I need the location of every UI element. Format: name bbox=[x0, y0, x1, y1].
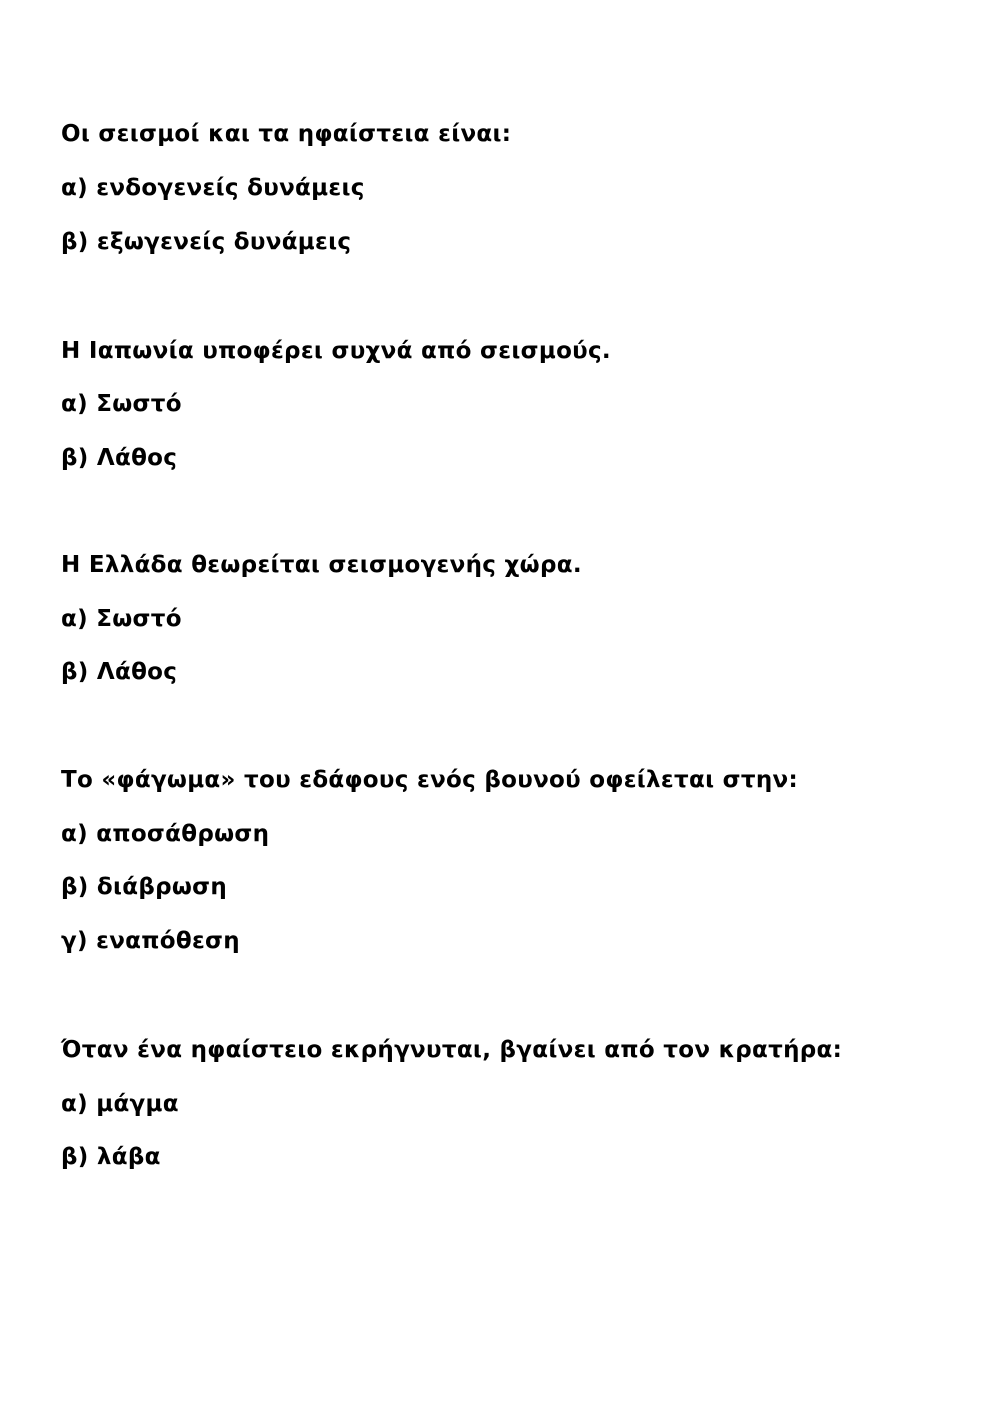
question-4-option-b[interactable]: β) διάβρωση bbox=[61, 874, 228, 900]
question-1-prompt: Οι σεισμοί και τα ηφαίστεια είναι: bbox=[61, 121, 512, 147]
question-5-option-a[interactable]: α) μάγμα bbox=[61, 1091, 179, 1117]
question-3-option-b[interactable]: β) Λάθος bbox=[61, 659, 178, 685]
question-4-option-a[interactable]: α) αποσάθρωση bbox=[61, 821, 270, 847]
question-2-option-a[interactable]: α) Σωστό bbox=[61, 391, 182, 417]
question-4-prompt: Το «φάγωμα» του εδάφους ενός βουνού οφείλεται στην: bbox=[61, 767, 798, 793]
question-4-option-c[interactable]: γ) εναπόθεση bbox=[61, 928, 240, 954]
question-1-option-a[interactable]: α) ενδογενείς δυνάμεις bbox=[61, 175, 365, 201]
question-3-prompt: Η Ελλάδα θεωρείται σεισμογενής χώρα. bbox=[61, 552, 582, 578]
question-5-option-b[interactable]: β) λάβα bbox=[61, 1144, 161, 1170]
question-1-option-b[interactable]: β) εξωγενείς δυνάμεις bbox=[61, 229, 352, 255]
question-2-prompt: Η Ιαπωνία υποφέρει συχνά από σεισμούς. bbox=[61, 338, 611, 364]
question-5-prompt: Όταν ένα ηφαίστειο εκρήγνυται, βγαίνει από τον κρατήρα: bbox=[61, 1037, 843, 1063]
question-3-option-a[interactable]: α) Σωστό bbox=[61, 606, 182, 632]
question-2-option-b[interactable]: β) Λάθος bbox=[61, 445, 178, 471]
